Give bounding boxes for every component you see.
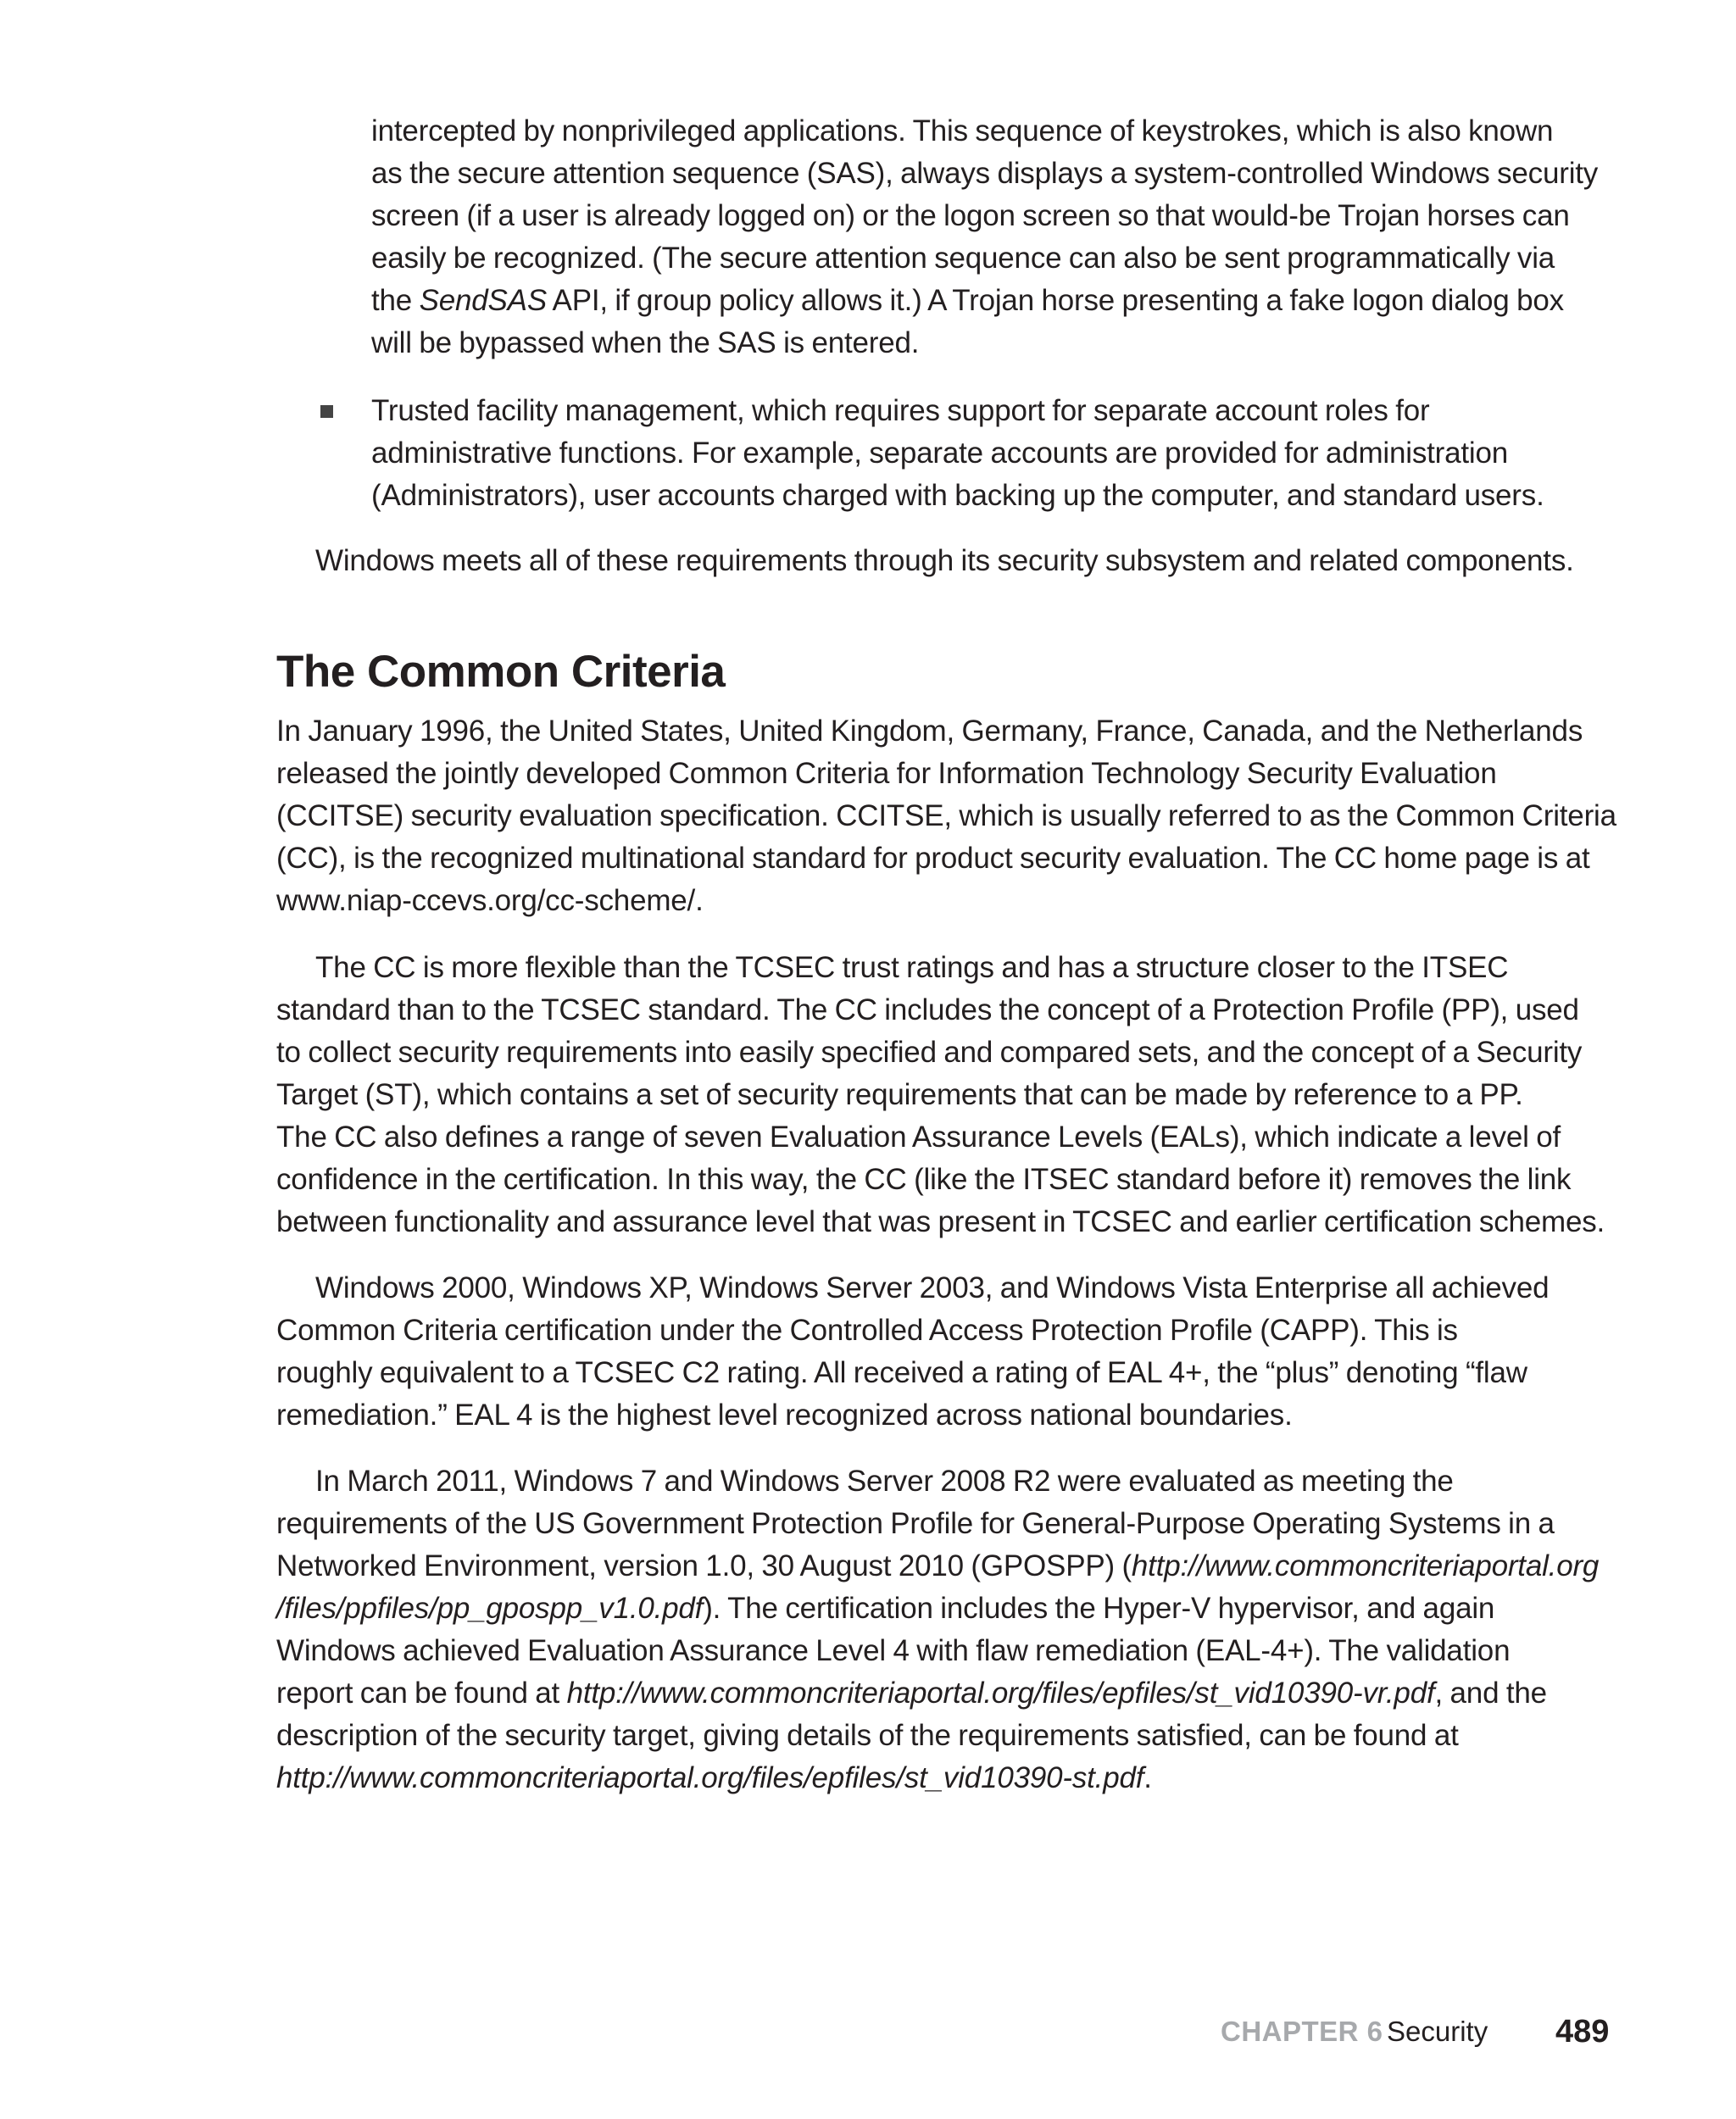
text-line: between functionality and assurance level that was present in TCSEC and earlier certification schemes.	[276, 1205, 1605, 1238]
text-line: Windows 2000, Windows XP, Windows Server 2003, and Windows Vista Enterprise all achieved	[315, 1271, 1550, 1304]
text-run: Networked Environment, version 1.0, 30 August 2010 (GPOSPP) (	[276, 1549, 1132, 1582]
url-text: http://www.commoncriteriaportal.org/files/epfiles/st_vid10390-st.pdf	[276, 1761, 1144, 1794]
text-line: www.niap-ccevs.org/cc-scheme/.	[276, 884, 704, 917]
text-line: The CC also defines a range of seven Evaluation Assurance Levels (EALs), which indicate a level of	[276, 1121, 1561, 1154]
text-line: roughly equivalent to a TCSEC C2 rating. All received a rating of EAL 4+, the “plus” denoting “flaw	[276, 1356, 1527, 1389]
text-line: easily be recognized. (The secure attention sequence can also be sent programmatically via	[371, 242, 1555, 275]
square-bullet-icon	[320, 405, 333, 418]
text-line: Common Criteria certification under the Controlled Access Protection Profile (CAPP). This is	[276, 1314, 1458, 1347]
text-line: requirements of the US Government Protection Profile for General-Purpose Operating Systems in a	[276, 1507, 1555, 1540]
footer-section-title: Security	[1387, 2016, 1488, 2047]
text-line: (CC), is the recognized multinational standard for product security evaluation. The CC home page is at	[276, 842, 1590, 875]
section-heading: The Common Criteria	[276, 647, 726, 697]
bullet-trusted-facility	[371, 390, 1544, 517]
paragraph-3	[276, 1267, 1549, 1437]
text-line: description of the security target, giving details of the requirements satisfied, can be found at	[276, 1719, 1459, 1752]
text-line: (CCITSE) security evaluation specification. CCITSE, which is usually referred to as the Common Criteria	[276, 799, 1616, 832]
text-line: will be bypassed when the SAS is entered.	[371, 326, 920, 359]
text-run: the	[371, 284, 420, 317]
text-line: Trusted facility management, which requires support for separate account roles for	[371, 394, 1430, 427]
text-line: The CC is more flexible than the TCSEC trust ratings and has a structure closer to the ITSEC	[315, 951, 1509, 984]
url-text: http://www.commoncriteriaportal.org	[1131, 1549, 1600, 1582]
page-number: 489	[1555, 2014, 1610, 2049]
text-line: to collect security requirements into easily specified and compared sets, and the concept of a Security	[276, 1036, 1583, 1069]
text-line: administrative functions. For example, separate accounts are provided for administration	[371, 437, 1509, 470]
text-run: ). The certification includes the Hyper-V hypervisor, and again	[703, 1592, 1495, 1625]
text-line: remediation.” EAL 4 is the highest level recognized across national boundaries.	[276, 1399, 1293, 1432]
text-line	[276, 1757, 1599, 1799]
paragraph-2	[276, 947, 1605, 1243]
footer-chapter-label: CHAPTER 6	[1221, 2016, 1383, 2047]
text-line: screen (if a user is already logged on) or the logon screen so that would-be Trojan horses can	[371, 199, 1570, 232]
text-line: Windows achieved Evaluation Assurance Level 4 with flaw remediation (EAL-4+). The validation	[276, 1634, 1511, 1667]
text-line	[276, 1545, 1599, 1588]
text-line: Target (ST), which contains a set of security requirements that can be made by reference to a PP.	[276, 1078, 1523, 1111]
text-run: report can be found at	[276, 1677, 567, 1710]
text-line: In January 1996, the United States, United Kingdom, Germany, France, Canada, and the Netherlands	[276, 715, 1583, 748]
summary-paragraph	[315, 540, 1574, 582]
text-run: API, if group policy allows it.) A Trojan horse presenting a fake logon dialog box	[546, 284, 1564, 317]
text-line	[276, 1672, 1599, 1715]
bullet-continuation	[371, 110, 1598, 364]
text-line	[276, 1588, 1599, 1630]
text-line: standard than to the TCSEC standard. The CC includes the concept of a Protection Profile (PP), used	[276, 993, 1579, 1026]
paragraph-1	[276, 710, 1616, 922]
text-line: Windows meets all of these requirements through its security subsystem and related components.	[315, 544, 1574, 577]
text-line: (Administrators), user accounts charged with backing up the computer, and standard users.	[371, 479, 1544, 512]
text-line: intercepted by nonprivileged applications. This sequence of keystrokes, which is also known	[371, 114, 1554, 147]
paragraph-4	[276, 1460, 1599, 1799]
text-run: .	[1143, 1761, 1152, 1794]
text-run: , and the	[1434, 1677, 1547, 1710]
text-line: In March 2011, Windows 7 and Windows Server 2008 R2 were evaluated as meeting the	[315, 1465, 1454, 1498]
api-name: SendSAS	[419, 284, 547, 317]
url-text: /files/ppfiles/pp_gpospp_v1.0.pdf	[276, 1592, 704, 1625]
text-line: released the jointly developed Common Criteria for Information Technology Security Evaluation	[276, 757, 1497, 790]
url-text: http://www.commoncriteriaportal.org/files/epfiles/st_vid10390-vr.pdf	[566, 1677, 1435, 1710]
text-line: confidence in the certification. In this way, the CC (like the ITSEC standard before it) removes the link	[276, 1163, 1572, 1196]
text-line: as the secure attention sequence (SAS), always displays a system-controlled Windows security	[371, 157, 1599, 190]
text-line	[371, 280, 1598, 322]
